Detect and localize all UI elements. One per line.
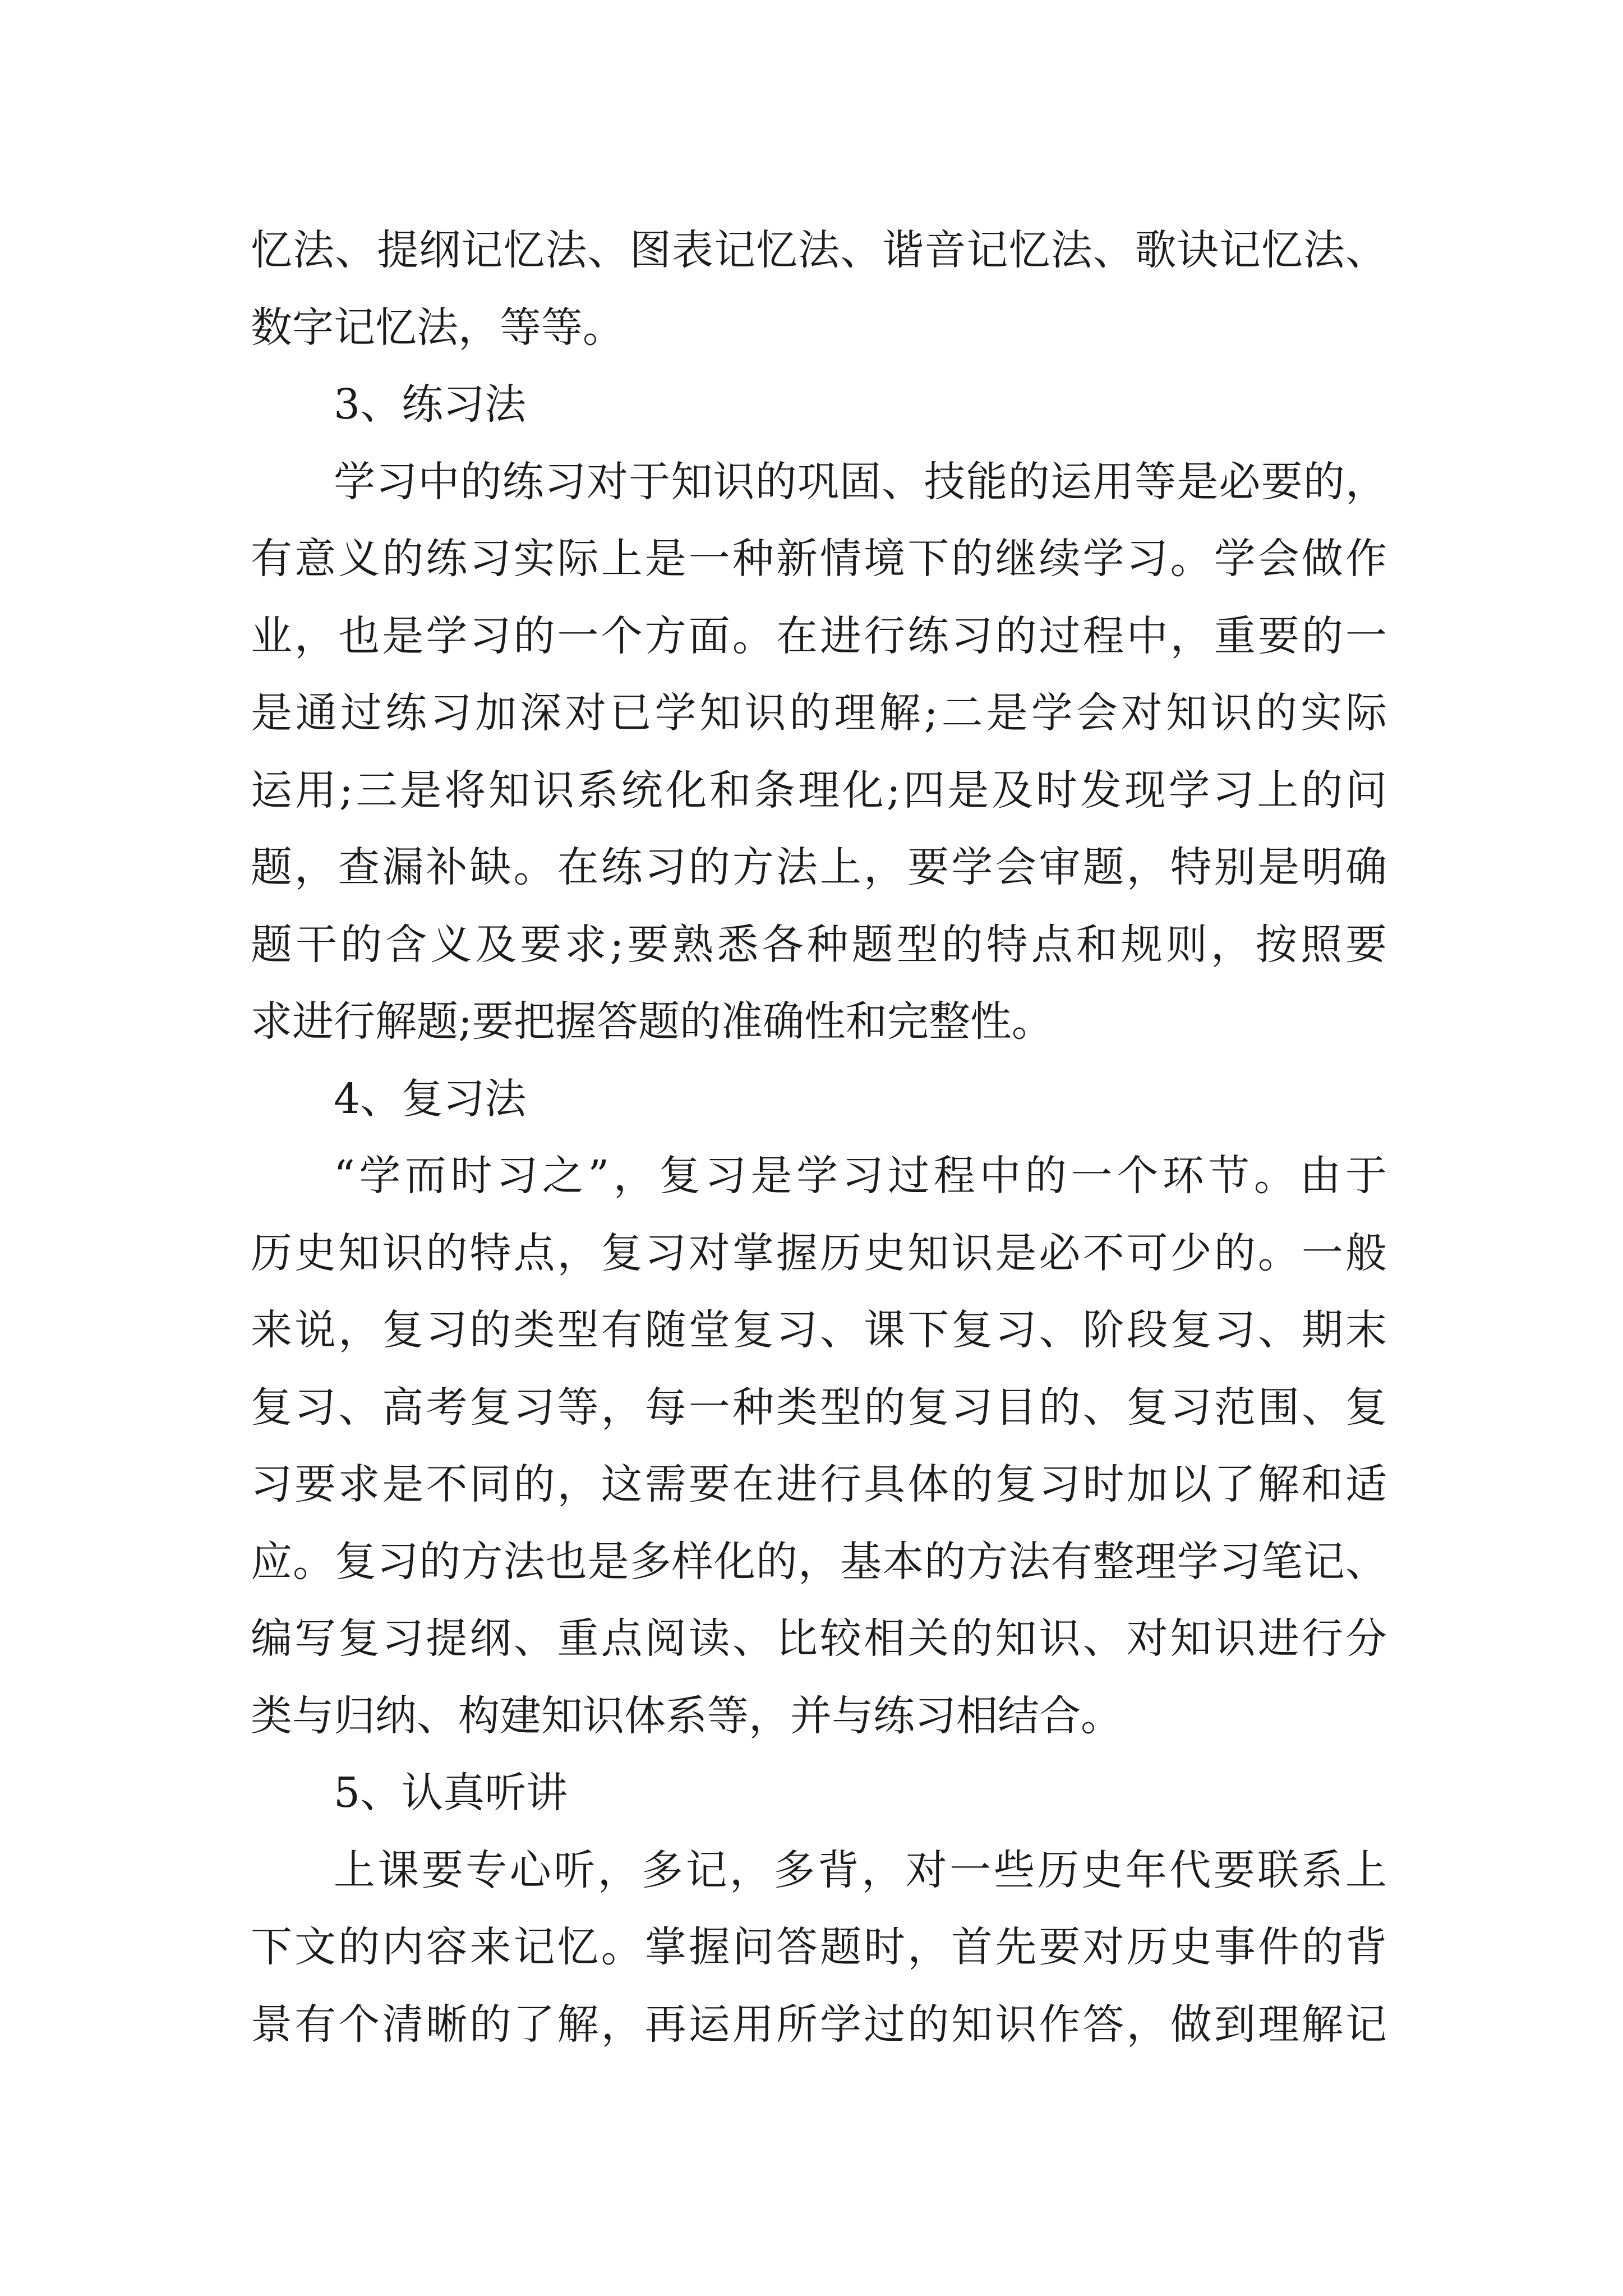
text-line: “学而时习之”，复习是学习过程中的一个环节。由于 xyxy=(334,1152,1387,1200)
section-heading xyxy=(251,1061,1387,1138)
text-line: 运用;三是将知识系统化和条理化;四是及时发现学习上的问 xyxy=(251,766,1387,815)
text-line: 4、复习法 xyxy=(334,1074,527,1123)
text-line: 3、练习法 xyxy=(334,380,527,429)
text-line: 类与归纳、构建知识体系等，并与练习相结合。 xyxy=(251,1691,1122,1740)
section-heading xyxy=(251,1755,1387,1832)
text-line: 题，查漏补缺。在练习的方法上，要学会审题，特别是明确 xyxy=(251,843,1387,891)
text-line: 上课要专心听，多记，多背，对一些历史年代要联系上 xyxy=(334,1846,1387,1894)
section-heading xyxy=(251,366,1387,444)
text-line: 求进行解题;要把握答题的准确性和完整性。 xyxy=(251,997,1053,1046)
text-line: 5、认真听讲 xyxy=(334,1769,568,1817)
text-line: 编写复习提纲、重点阅读、比较相关的知识、对知识进行分 xyxy=(251,1614,1387,1663)
text-line: 是通过练习加深对已学知识的理解;二是学会对知识的实际 xyxy=(251,689,1387,737)
document-body xyxy=(251,212,1387,2063)
text-line: 题干的含义及要求;要熟悉各种题型的特点和规则，按照要 xyxy=(251,920,1387,969)
paragraph xyxy=(251,1138,1387,1755)
text-line: 忆法、提纲记忆法、图表记忆法、谐音记忆法、歌诀记忆法、 xyxy=(251,226,1387,274)
paragraph xyxy=(251,444,1387,1061)
text-line: 有意义的练习实际上是一种新情境下的继续学习。学会做作 xyxy=(251,535,1387,583)
text-line: 复习、高考复习等，每一种类型的复习目的、复习范围、复 xyxy=(251,1383,1387,1432)
text-line: 业，也是学习的一个方面。在进行练习的过程中，重要的一 xyxy=(251,611,1387,660)
text-line: 习要求是不同的，这需要在进行具体的复习时加以了解和适 xyxy=(251,1460,1387,1508)
text-line: 下文的内容来记忆。掌握问答题时，首先要对历史事件的背 xyxy=(251,1923,1387,1971)
text-line: 来说，复习的类型有随堂复习、课下复习、阶段复习、期末 xyxy=(251,1306,1387,1354)
text-line: 景有个清晰的了解，再运用所学过的知识作答，做到理解记 xyxy=(251,2000,1387,2049)
paragraph xyxy=(251,1832,1387,2064)
text-line: 历史知识的特点，复习对掌握历史知识是必不可少的。一般 xyxy=(251,1228,1387,1277)
paragraph xyxy=(251,212,1387,366)
text-line: 数字记忆法，等等。 xyxy=(251,303,624,352)
text-line: 应。复习的方法也是多样化的，基本的方法有整理学习笔记、 xyxy=(251,1537,1387,1586)
text-line: 学习中的练习对于知识的巩固、技能的运用等是必要的， xyxy=(334,457,1387,506)
